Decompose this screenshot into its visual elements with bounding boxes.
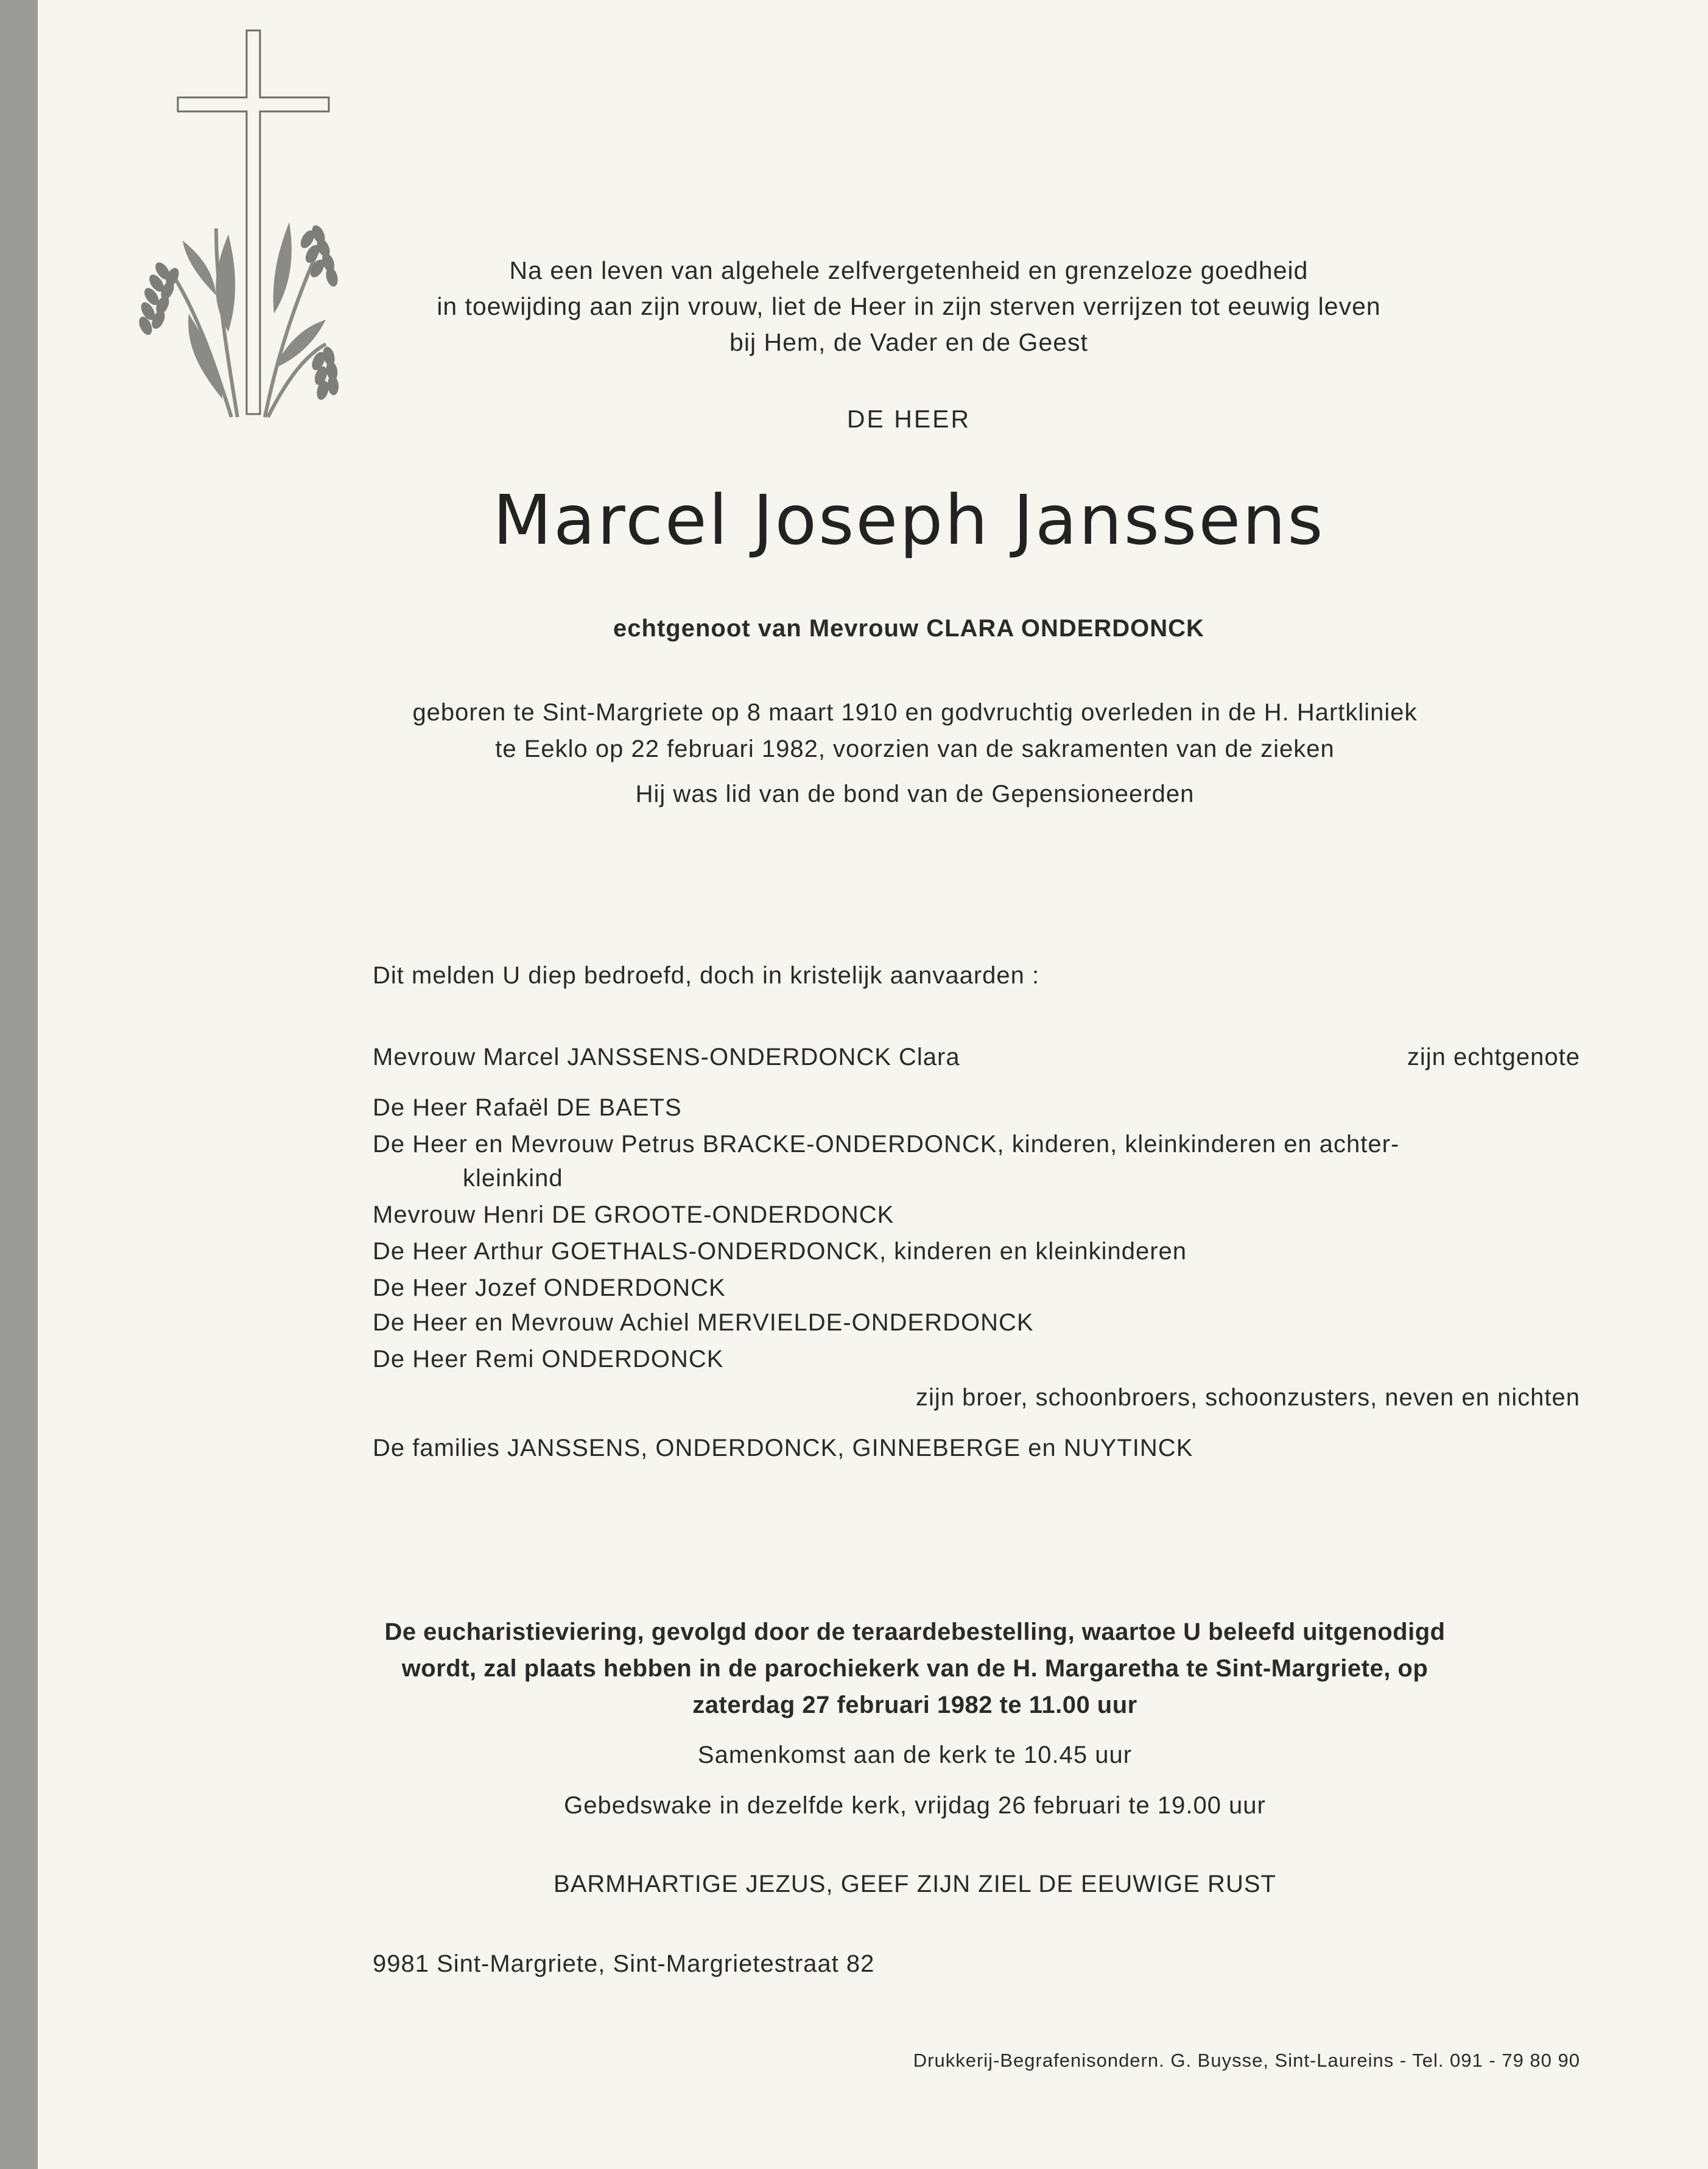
spouse-line: echtgenoot van Mevrouw CLARA ONDERDONCK xyxy=(613,615,1204,642)
birth-line-2: te Eeklo op 22 februari 1982, voorzien van de sakramenten van de zieken xyxy=(495,736,1335,762)
honorific-title: DE HEER xyxy=(846,405,971,433)
mourner-item: De Heer Rafaël DE BAETS xyxy=(373,1094,682,1121)
mourner-item: De Heer Remi ONDERDONCK xyxy=(373,1346,724,1373)
address-line: 9981 Sint-Margriete, Sint-Margrietestraat 82 xyxy=(373,1950,875,1977)
funeral-line-3: zaterdag 27 februari 1982 te 11.00 uur xyxy=(692,1692,1137,1718)
membership-line: Hij was lid van de bond van de Gepensioneerden xyxy=(635,781,1195,807)
gathering-line: Samenkomst aan de kerk te 10.45 uur xyxy=(697,1742,1133,1768)
announcement-line: Dit melden U diep bedroefd, doch in kristelijk aanvaarden : xyxy=(373,962,1040,989)
families-line: De families JANSSENS, ONDERDONCK, GINNEBERGE en NUYTINCK xyxy=(373,1435,1193,1461)
vigil-line: Gebedswake in dezelfde kerk, vrijdag 26 februari te 19.00 uur xyxy=(564,1792,1266,1819)
funeral-line-1: De eucharistieviering, gevolgd door de teraardebestelling, waartoe U beleefd uitgenodigd xyxy=(384,1619,1446,1645)
mourner-item: De Heer en Mevrouw Achiel MERVIELDE-ONDERDONCK xyxy=(373,1309,1034,1336)
widow-relation: zijn echtgenote xyxy=(1407,1044,1580,1070)
birth-death-details xyxy=(122,694,1708,767)
funeral-details xyxy=(122,1614,1708,1723)
intro-line-3: bij Hem, de Vader en de Geest xyxy=(729,328,1088,356)
mourner-item: De Heer en Mevrouw Petrus BRACKE-ONDERDONCK, kinderen, kleinkinderen en achter- xyxy=(373,1131,1400,1158)
mourner-item: De Heer Arthur GOETHALS-ONDERDONCK, kinderen en kleinkinderen xyxy=(373,1238,1187,1265)
mourner-item: kleinkind xyxy=(463,1165,563,1192)
mourner-item: De Heer Jozef ONDERDONCK xyxy=(373,1274,726,1301)
deceased-name: Marcel Joseph Janssens xyxy=(493,481,1325,560)
closing-prayer: BARMHARTIGE JEZUS, GEEF ZIJN ZIEL DE EEUWIGE RUST xyxy=(554,1871,1276,1897)
printer-credit: Drukkerij-Begrafenisondern. G. Buysse, Sint-Laureins - Tel. 091 - 79 80 90 xyxy=(913,2050,1580,2071)
intro-line-2: in toewijding aan zijn vrouw, liet de Heer in zijn sterven verrijzen tot eeuwig leven xyxy=(437,292,1381,320)
funeral-line-2: wordt, zal plaats hebben in de parochiekerk van de H. Margaretha te Sint-Margriete, op xyxy=(401,1655,1429,1682)
cross-with-wheat-icon xyxy=(125,27,356,423)
sibling-relation: zijn broer, schoonbroers, schoonzusters, neven en nichten xyxy=(916,1384,1580,1411)
mourner-item: Mevrouw Henri DE GROOTE-ONDERDONCK xyxy=(373,1201,894,1228)
intro-text xyxy=(0,253,1708,360)
birth-line-1: geboren te Sint-Margriete op 8 maart 1910 en godvruchtig overleden in de H. Hartkliniek xyxy=(412,699,1418,726)
widow-name: Mevrouw Marcel JANSSENS-ONDERDONCK Clara xyxy=(373,1044,960,1070)
intro-line-1: Na een leven van algehele zelfvergetenheid en grenzeloze goedheid xyxy=(509,256,1309,284)
